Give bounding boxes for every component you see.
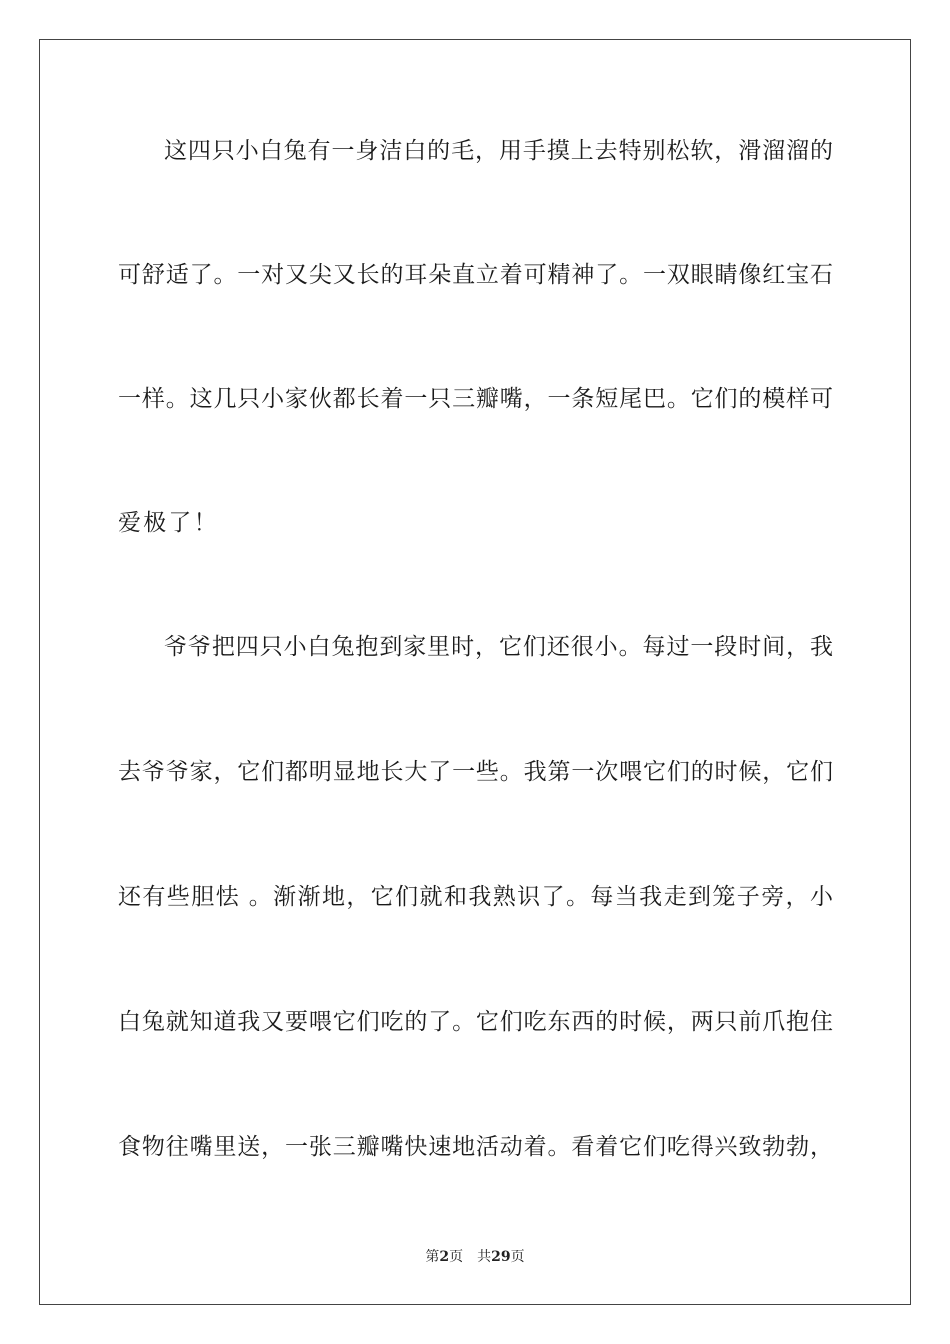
text-line: 一样。这几只小家伙都长着一只三瓣嘴，一条短尾巴。它们的模样可 [118,386,833,412]
text-line: 去爷爷家，它们都明显地长大了一些。我第一次喂它们的时候，它们 [118,759,833,785]
text-line: 爷爷把四只小白兔抱到家里时，它们还很小。每过一段时间，我 [164,634,833,660]
total-suffix: 页 [510,1249,525,1265]
page-border [39,39,911,1305]
page-footer [0,1248,950,1266]
text-line: 还有些胆怯 。渐渐地，它们就和我熟识了。每当我走到笼子旁，小 [118,884,833,910]
text-line: 可舒适了。一对又尖又长的耳朵直立着可精神了。一双眼睛像红宝石 [118,262,833,288]
text-line: 爱极了！ [118,510,219,536]
text-line: 这四只小白兔有一身洁白的毛，用手摸上去特别松软，滑溜溜的 [164,138,833,164]
page-number: 2 [439,1249,450,1265]
total-prefix: 共 [477,1249,492,1265]
text-line: 白兔就知道我又要喂它们吃的了。它们吃东西的时候，两只前爪抱住 [118,1009,833,1035]
text-line: 食物往嘴里送，一张三瓣嘴快速地活动着。看着它们吃得兴致勃勃， [118,1134,833,1160]
page-suffix: 页 [449,1249,464,1265]
page-prefix: 第 [425,1249,440,1265]
total-pages: 29 [491,1249,511,1265]
